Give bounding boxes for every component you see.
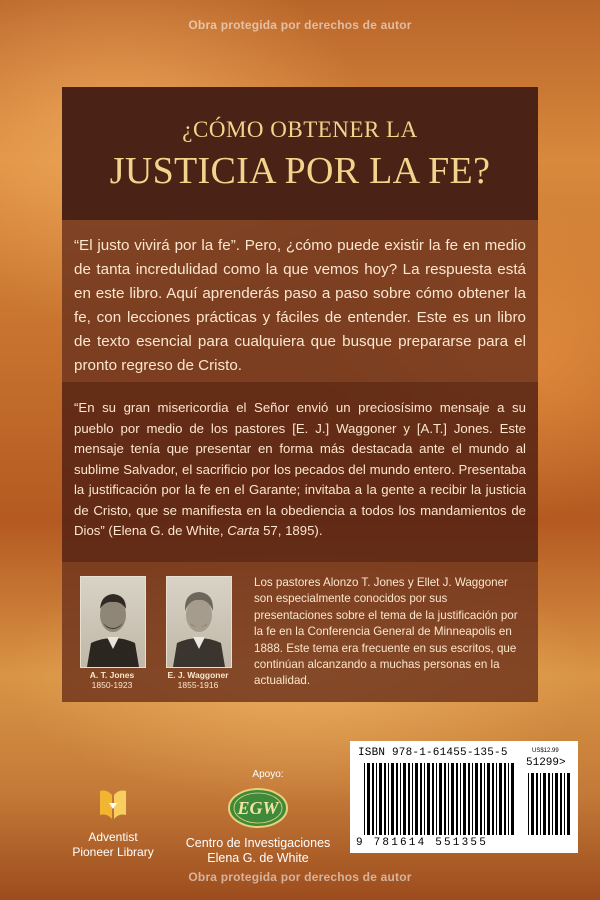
barcode-bar [391,763,394,835]
barcode-bar [567,773,570,835]
adventist-pioneer-library-logo [58,787,168,860]
egw-seal-icon [227,787,289,829]
barcode-bar [379,763,382,835]
egw-logo-text: EGW [237,798,279,818]
barcode-bar [384,763,386,835]
ean-number: 9 781614 551355 [356,837,489,849]
barcode-bar [531,773,534,835]
barcode-bar [499,763,502,835]
barcode-bar [420,763,422,835]
barcode-bar [372,763,374,835]
barcode-bar [504,763,506,835]
isbn-number: ISBN 978-1-61455-135-5 [358,747,508,759]
barcode-bar [451,763,454,835]
cie-label-line-2: Elena G. de White [207,851,309,865]
barcode-bar [400,763,401,835]
barcode-bar [432,763,434,835]
barcode-bar [396,763,398,835]
portrait-caption-waggoner [160,670,236,690]
quote-panel [62,382,538,562]
barcode-bar [508,763,509,835]
barcode-bar [492,763,494,835]
quote-body: “En su gran misericordia el Señor envió un preciosísimo mensaje a su pueblo por medio de los pastores [E. J.] Waggoner y [A.T.] Jones. Este mensaje tenía que presentar en forma más destacada ante el mundo al sublime Salvador, el sacrificio por los pecados del mundo entero. Presentaba la justificación por la fe en el Garante; invitaba a la gente a recibir la justicia de Cristo, que se manifiesta en la obediencia a todos los mandamientos de Dios” (Elena G. de White, [74,400,526,538]
quote-source-end: 57, 1895). [259,523,323,538]
barcode-bar [480,763,482,835]
barcode-bar [376,763,377,835]
barcode-bar [548,773,550,835]
barcode-bar [560,773,562,835]
barcode-bar [511,763,514,835]
title-line-1: ¿CÓMO OBTENER LA [182,117,418,142]
authors-bio-text: Los pastores Alonzo T. Jones y Ellet J. Waggoner son especialmente conocidos por sus presentaciones sobre el tema de la justificación por la fe en la Conferencia General de Minneapolis en 1888. Este tema era frecuente en sus escritos, que continúan alcanzando a muchas personas en la actualidad. [254,576,518,688]
barcode-bar [463,763,466,835]
barcode-bar [468,763,470,835]
barcode-bar [408,763,410,835]
barcode-bar [456,763,458,835]
egw-research-center-logo [168,787,348,866]
barcode-bar [412,763,413,835]
barcode-bar [552,773,553,835]
isbn-barcode [350,741,578,853]
barcode-bar [448,763,449,835]
description-panel [62,220,538,382]
caption-years-waggoner: 1855-1916 [177,680,219,690]
barcode-bar [487,763,490,835]
apl-label-line-2: Pioneer Library [72,845,154,859]
barcode-bar [496,763,497,835]
price-label: US$12.99 [532,748,559,754]
description-text: “El justo vivirá por la fe”. Pero, ¿cómo puede existir la fe en medio de tanta incredulidad como la que vemos hoy? La respuesta está en este libro. Aquí aprenderás paso a paso sobre cómo obtener la fe, con lecciones prácticas y fáciles de entender. Este es un libro de texto esencial para cualquiera que busque prepararse para el pronto regreso de Cristo. [74,237,526,374]
portrait-jones-icon [81,577,145,667]
support-label: Apoyo: [252,769,284,780]
title-line-2: JUSTICIA POR LA FE? [109,150,491,192]
barcode-bar [540,773,541,835]
authors-panel [62,562,538,702]
caption-name-jones: A. T. Jones [89,670,135,680]
barcode-bar [427,763,430,835]
caption-years-jones: 1850-1923 [91,680,133,690]
apl-label-line-1: Adventist [88,830,138,844]
quote-source-italic: Carta [227,523,260,538]
barcode-bar [543,773,546,835]
price-code: 51299> [526,757,566,769]
open-book-icon [98,787,128,821]
watermark-bottom: Obra protegida por derechos de autor [188,870,412,884]
barcode-bar [444,763,446,835]
barcode-bar [439,763,442,835]
portrait-caption-jones [74,670,150,690]
barcode-bar [564,773,565,835]
barcode-bar [472,763,473,835]
barcode-bar [388,763,389,835]
barcode-bar [436,763,437,835]
title-panel [62,87,538,220]
barcode-bar [460,763,461,835]
author-portrait-jones [80,576,146,668]
barcode-bar [536,773,538,835]
barcode-bar [484,763,485,835]
quote-text [74,398,526,542]
barcode-bar [424,763,425,835]
portrait-waggoner-icon [167,577,231,667]
barcode-bar [367,763,370,835]
barcode-bar [364,763,365,835]
barcode-bar [555,773,558,835]
barcode-bar [475,763,478,835]
caption-name-waggoner: E. J. Waggoner [167,670,229,680]
cie-label-line-1: Centro de Investigaciones [185,836,331,850]
barcode-bar [403,763,406,835]
watermark-top: Obra protegida por derechos de autor [188,18,412,32]
barcode-bar [528,773,529,835]
author-portrait-waggoner [166,576,232,668]
barcode-bar [415,763,418,835]
